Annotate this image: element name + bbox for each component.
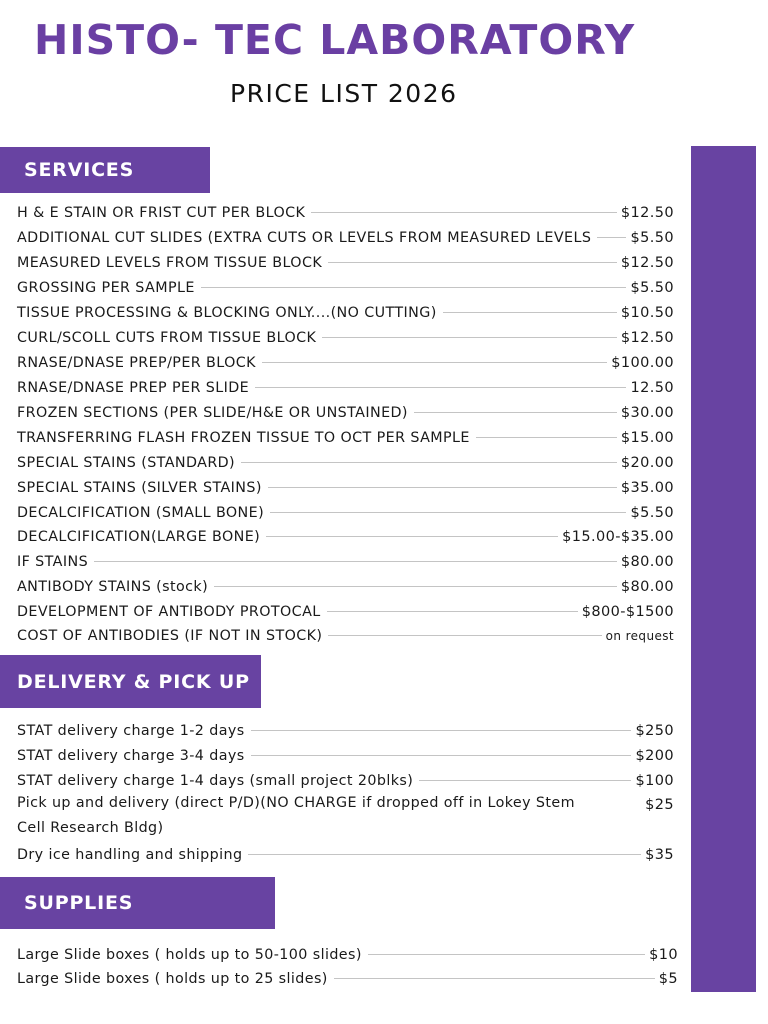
service-label: TRANSFERRING FLASH FROZEN TISSUE TO OCT PER SAMPLE: [17, 429, 470, 446]
delivery-price: $250: [635, 722, 674, 739]
lab-title: HISTO- TEC LABORATORY: [34, 16, 636, 64]
service-label: ADDITIONAL CUT SLIDES (EXTRA CUTS OR LEVELS FROM MEASURED LEVELS: [17, 229, 592, 246]
leader-line: [255, 387, 626, 388]
service-price: $30.00: [620, 404, 674, 421]
leader-line: [94, 561, 617, 562]
service-price: $15.00-$35.00: [562, 528, 674, 545]
supply-price: $10: [649, 946, 678, 963]
supplies-header: SUPPLIES: [0, 877, 275, 929]
leader-line: [214, 586, 617, 587]
leader-line: [414, 412, 617, 413]
leader-line: [268, 487, 617, 488]
leader-line: [266, 536, 558, 537]
leader-line: [328, 635, 601, 636]
service-price: $100.00: [611, 354, 674, 371]
service-row: [17, 500, 674, 525]
service-label: COST OF ANTIBODIES (IF NOT IN STOCK): [17, 627, 323, 644]
service-row: [17, 375, 674, 400]
leader-line: [311, 212, 617, 213]
service-label: IF STAINS: [17, 553, 89, 570]
service-label: SPECIAL STAINS (SILVER STAINS): [17, 479, 262, 496]
supply-row: [17, 942, 678, 967]
service-label: MEASURED LEVELS FROM TISSUE BLOCK: [17, 254, 323, 271]
delivery-row: [17, 718, 674, 743]
service-row: [17, 450, 674, 475]
leader-line: [251, 730, 632, 731]
delivery-label: Dry ice handling and shipping: [17, 846, 243, 863]
service-row: [17, 623, 674, 648]
leader-line: [270, 512, 626, 513]
service-price: $12.50: [620, 329, 674, 346]
delivery-price: $25: [645, 797, 674, 813]
service-label: RNASE/DNASE PREP/PER BLOCK: [17, 354, 256, 371]
service-row: [17, 549, 674, 574]
leader-line: [248, 854, 641, 855]
service-label: DECALCIFICATION(LARGE BONE): [17, 528, 261, 545]
supply-price: $5: [658, 970, 678, 987]
service-price: $5.50: [630, 229, 674, 246]
service-row: [17, 524, 674, 549]
delivery-row: [17, 791, 674, 841]
service-label: DECALCIFICATION (SMALL BONE): [17, 504, 265, 521]
supply-label: Large Slide boxes ( holds up to 50-100 slides): [17, 946, 362, 963]
service-price: $12.50: [620, 204, 674, 221]
service-label: H & E STAIN OR FRIST CUT PER BLOCK: [17, 204, 306, 221]
service-label: FROZEN SECTIONS (PER SLIDE/H&E OR UNSTAINED): [17, 404, 408, 421]
service-row: [17, 250, 674, 275]
service-row: [17, 200, 674, 225]
service-price: $80.00: [620, 578, 674, 595]
leader-line: [476, 437, 617, 438]
service-price: $10.50: [620, 304, 674, 321]
service-row: [17, 599, 674, 624]
service-row: [17, 325, 674, 350]
decorative-sidebar: [691, 146, 756, 992]
leader-line: [251, 755, 632, 756]
service-label: ANTIBODY STAINS (stock): [17, 578, 209, 595]
services-header: SERVICES: [0, 147, 210, 193]
delivery-label: Pick up and delivery (direct P/D)(NO CHARGE if dropped off in Lokey Stem Cell Research Bldg): [17, 795, 575, 836]
leader-line: [597, 237, 626, 238]
service-price: $800-$1500: [581, 603, 674, 620]
service-price: $35.00: [620, 479, 674, 496]
delivery-row: [17, 842, 674, 867]
service-label: DEVELOPMENT OF ANTIBODY PROTOCAL: [17, 603, 321, 620]
service-row: [17, 350, 674, 375]
delivery-price: $200: [635, 747, 674, 764]
service-row: [17, 425, 674, 450]
delivery-label: STAT delivery charge 1-2 days: [17, 722, 245, 739]
delivery-row: [17, 743, 674, 768]
service-price: $5.50: [630, 279, 674, 296]
delivery-price: $100: [635, 772, 674, 789]
leader-line: [201, 287, 627, 288]
supply-label: Large Slide boxes ( holds up to 25 slides): [17, 970, 328, 987]
leader-line: [241, 462, 617, 463]
service-label: TISSUE PROCESSING & BLOCKING ONLY....(NO CUTTING): [17, 304, 437, 321]
service-row: [17, 275, 674, 300]
supply-row: [17, 966, 678, 991]
service-price: $20.00: [620, 454, 674, 471]
service-row: [17, 574, 674, 599]
service-price: $5.50: [630, 504, 674, 521]
delivery-price: $35: [645, 846, 674, 863]
service-row: [17, 225, 674, 250]
service-price: on request: [605, 628, 674, 643]
service-row: [17, 300, 674, 325]
delivery-label: STAT delivery charge 1-4 days (small project 20blks): [17, 772, 414, 789]
price-list-subtitle: PRICE LIST 2026: [230, 79, 458, 108]
leader-line: [327, 611, 578, 612]
leader-line: [443, 312, 617, 313]
service-label: RNASE/DNASE PREP PER SLIDE: [17, 379, 250, 396]
service-row: [17, 400, 674, 425]
leader-line: [334, 978, 655, 979]
delivery-row: [17, 768, 674, 793]
leader-line: [262, 362, 607, 363]
service-label: CURL/SCOLL CUTS FROM TISSUE BLOCK: [17, 329, 317, 346]
delivery-label: STAT delivery charge 3-4 days: [17, 747, 245, 764]
service-row: [17, 475, 674, 500]
leader-line: [368, 954, 645, 955]
leader-line: [328, 262, 617, 263]
leader-line: [419, 780, 631, 781]
leader-line: [322, 337, 617, 338]
delivery-header: DELIVERY & PICK UP: [0, 655, 261, 708]
service-label: GROSSING PER SAMPLE: [17, 279, 195, 296]
service-price: $15.00: [620, 429, 674, 446]
service-price: 12.50: [630, 379, 674, 396]
service-price: $80.00: [620, 553, 674, 570]
service-label: SPECIAL STAINS (STANDARD): [17, 454, 236, 471]
service-price: $12.50: [620, 254, 674, 271]
